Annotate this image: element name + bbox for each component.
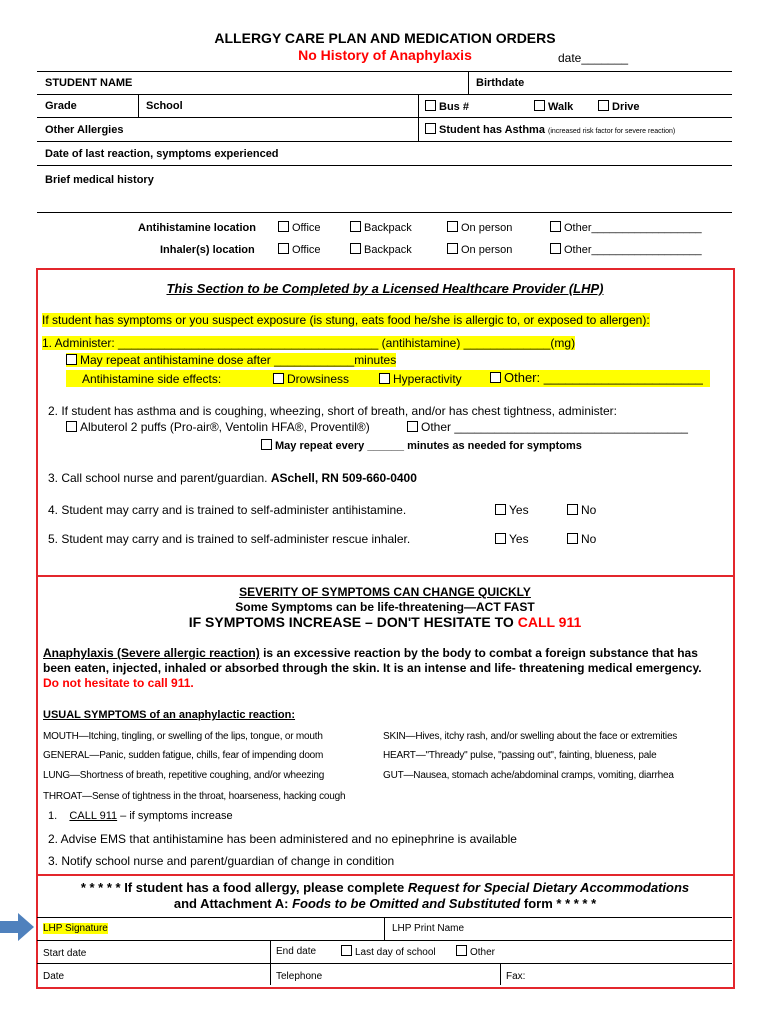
school-label: School [146, 100, 183, 112]
grade-label: Grade [45, 100, 77, 112]
checkbox-icon[interactable] [407, 421, 418, 432]
lhp-signature-field[interactable]: LHP Signature [43, 923, 108, 934]
checkbox-icon[interactable] [567, 533, 578, 544]
other-allergies-label: Other Allergies [45, 124, 124, 136]
inhaler-on-person[interactable]: On person [447, 243, 512, 256]
checkbox-icon[interactable] [598, 100, 609, 111]
symptom-mouth: MOUTH—Itching, tingling, or swelling of the lips, tongue, or mouth [43, 731, 323, 742]
date-field[interactable]: date_______ [558, 51, 629, 65]
call-nurse-line: 3. Call school nurse and parent/guardian. ASchell, RN 509-660-0400 [48, 471, 417, 485]
asthma-option[interactable]: Student has Asthma (increased risk factor for severe reaction) [425, 123, 675, 136]
other-side-effect-option[interactable]: Other: ______________________ [490, 370, 703, 385]
call-911-warning: IF SYMPTOMS INCREASE – DON'T HESITATE TO CALL 911 [188, 614, 582, 630]
anaphylaxis-definition: Anaphylaxis (Severe allergic reaction) is an excessive reaction by the body to combat a foreign substance that has been eaten, injected, inhaled or absorbed through the skin. It is an intense and life- threatening medical emergency. Do not hesitate to call 911. [43, 646, 702, 690]
bus-option[interactable]: Bus # [425, 100, 469, 113]
medical-history-label: Brief medical history [45, 174, 154, 186]
inhaler-office[interactable]: Office [278, 243, 321, 256]
antihistamine-backpack[interactable]: Backpack [350, 221, 412, 234]
end-other-option[interactable]: Other [456, 945, 495, 958]
checkbox-icon[interactable] [350, 243, 361, 254]
date-field[interactable]: Date [43, 971, 65, 982]
checkbox-icon[interactable] [66, 354, 77, 365]
antihistamine-other[interactable]: Other__________________ [550, 221, 702, 234]
symptom-heart: HEART—"Thready" pulse, "passing out", fainting, blueness, pale [383, 750, 657, 761]
antihistamine-office[interactable]: Office [278, 221, 321, 234]
drive-option[interactable]: Drive [598, 100, 640, 113]
last-day-option[interactable]: Last day of school [341, 945, 436, 958]
checkbox-icon[interactable] [447, 243, 458, 254]
checkbox-icon[interactable] [278, 243, 289, 254]
checkbox-icon[interactable] [261, 439, 272, 450]
lhp-intro: If student has symptoms or you suspect exposure (is stung, eats food he/she is allergic to, or exposed to allergen): [42, 313, 650, 327]
checkbox-icon[interactable] [341, 945, 352, 956]
checkbox-icon[interactable] [379, 373, 390, 384]
page-subtitle: No History of Anaphylaxis [298, 47, 472, 63]
symptom-throat: THROAT—Sense of tightness in the throat, hoarseness, hacking cough [43, 791, 346, 802]
carry-antihistamine-no[interactable]: No [567, 503, 596, 517]
asthma-instruction: 2. If student has asthma and is coughing, wheezing, short of breath, and/or has chest tightness, administer: [48, 404, 617, 418]
checkbox-icon[interactable] [66, 421, 77, 432]
checkbox-icon[interactable] [490, 372, 501, 383]
page-title: ALLERGY CARE PLAN AND MEDICATION ORDERS [214, 30, 556, 46]
antihistamine-location-label: Antihistamine location [138, 222, 256, 234]
antihistamine-on-person[interactable]: On person [447, 221, 512, 234]
severity-subheading: Some Symptoms can be life-threatening—ACT FAST [235, 600, 535, 614]
inhaler-backpack[interactable]: Backpack [350, 243, 412, 256]
usual-symptoms-title: USUAL SYMPTOMS of an anaphylactic reaction: [43, 709, 296, 721]
end-date-field[interactable]: End date [276, 946, 317, 957]
carry-inhaler-label: 5. Student may carry and is trained to self-administer rescue inhaler. [48, 532, 411, 546]
checkbox-icon[interactable] [425, 123, 436, 134]
checkbox-icon[interactable] [350, 221, 361, 232]
lhp-heading: This Section to be Completed by a Licensed Healthcare Provider (LHP) [166, 281, 604, 296]
nurse-contact: ASchell, RN 509-660-0400 [270, 471, 417, 485]
arrow-icon [0, 913, 36, 944]
checkbox-icon[interactable] [495, 504, 506, 515]
symptom-general: GENERAL—Panic, sudden fatigue, chills, fear of impending doom [43, 750, 324, 761]
symptom-skin: SKIN—Hives, itchy rash, and/or swelling about the face or extremities [383, 731, 678, 742]
last-reaction-label: Date of last reaction, symptoms experienced [45, 148, 279, 160]
hyperactivity-option[interactable]: Hyperactivity [379, 372, 462, 386]
checkbox-icon[interactable] [550, 243, 561, 254]
food-allergy-note: * * * * * If student has a food allergy, please complete Request for Special Dietary Accommodations and Attachment A: Foods to be Omitted and Substituted form * * * * * [80, 880, 690, 911]
student-name-label: STUDENT NAME [45, 77, 133, 89]
lhp-print-name-field[interactable]: LHP Print Name [392, 923, 465, 934]
fax-field[interactable]: Fax: [506, 971, 526, 982]
telephone-field[interactable]: Telephone [276, 971, 323, 982]
administer-line[interactable]: 1. Administer: _______________________________________ (antihistamine) _____________(mg) [42, 336, 576, 350]
checkbox-icon[interactable] [456, 945, 467, 956]
carry-inhaler-no[interactable]: No [567, 532, 596, 546]
albuterol-other-option[interactable]: Other ___________________________________ [407, 420, 688, 434]
albuterol-option[interactable]: Albuterol 2 puffs (Pro-air®, Ventolin HFA®, Proventil®) [66, 420, 370, 434]
inhaler-other[interactable]: Other__________________ [550, 243, 702, 256]
symptom-lung: LUNG—Shortness of breath, repetitive coughing, and/or wheezing [43, 770, 325, 781]
carry-inhaler-yes[interactable]: Yes [495, 532, 529, 546]
checkbox-icon[interactable] [278, 221, 289, 232]
birthdate-label: Birthdate [476, 77, 525, 89]
repeat-dose-option[interactable]: May repeat antihistamine dose after ____________minutes [66, 353, 396, 367]
emergency-step-1: 1. CALL 911 – if symptoms increase [48, 810, 233, 822]
checkbox-icon[interactable] [534, 100, 545, 111]
checkbox-icon[interactable] [550, 221, 561, 232]
start-date-field[interactable]: Start date [43, 948, 87, 959]
drowsiness-option[interactable]: Drowsiness [273, 372, 349, 386]
carry-antihistamine-yes[interactable]: Yes [495, 503, 529, 517]
checkbox-icon[interactable] [447, 221, 458, 232]
emergency-step-2: 2. Advise EMS that antihistamine has been administered and no epinephrine is available [48, 832, 517, 846]
checkbox-icon[interactable] [273, 373, 284, 384]
checkbox-icon[interactable] [495, 533, 506, 544]
emergency-step-3: 3. Notify school nurse and parent/guardian of change in condition [48, 854, 395, 868]
symptom-gut: GUT—Nausea, stomach ache/abdominal cramps, vomiting, diarrhea [383, 770, 674, 781]
carry-antihistamine-label: 4. Student may carry and is trained to self-administer antihistamine. [48, 503, 407, 517]
inhaler-location-label: Inhaler(s) location [160, 244, 255, 256]
severity-heading: SEVERITY OF SYMPTOMS CAN CHANGE QUICKLY [239, 585, 531, 599]
repeat-every-option[interactable]: May repeat every ______ minutes as needed for symptoms [261, 439, 582, 452]
side-effects-label: Antihistamine side effects: [82, 372, 222, 386]
checkbox-icon[interactable] [425, 100, 436, 111]
walk-option[interactable]: Walk [534, 100, 573, 113]
checkbox-icon[interactable] [567, 504, 578, 515]
